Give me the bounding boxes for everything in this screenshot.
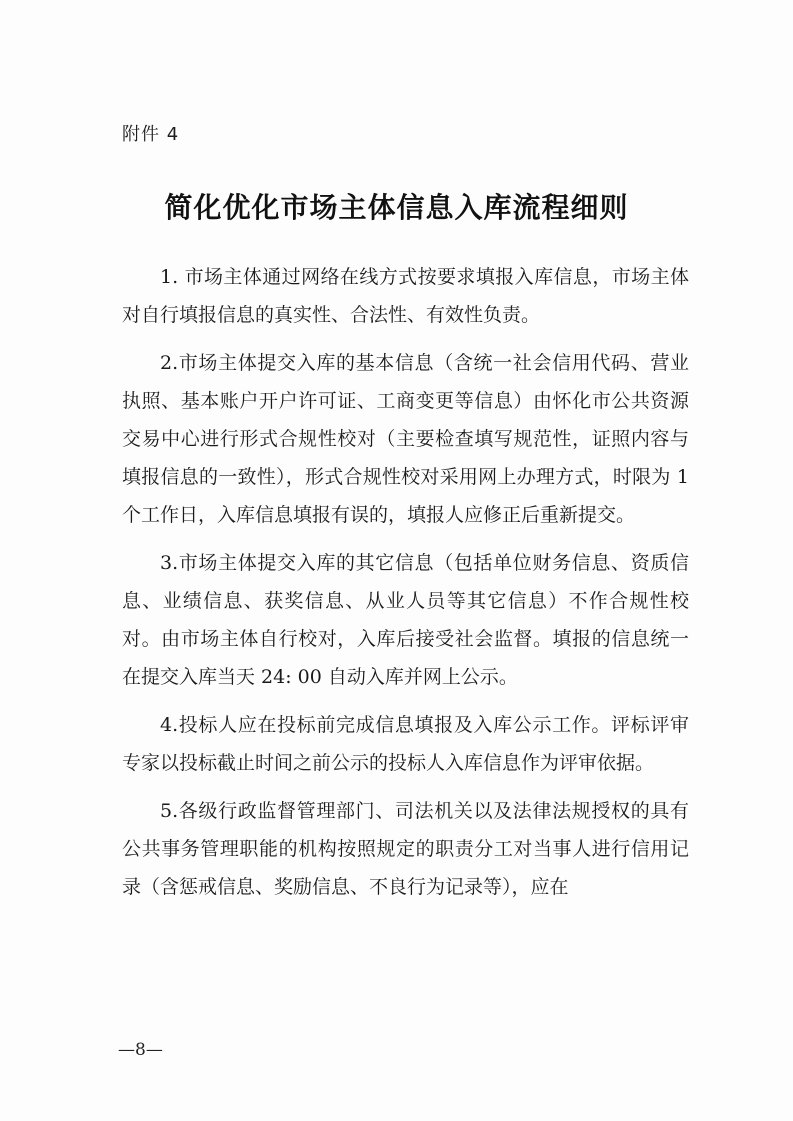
paragraph-5: 5.各级行政监督管理部门、司法机关以及法律法规授权的具有公共事务管理职能的机构按照规定的职责分工对当事人进行信用记录（含惩戒信息、奖励信息、不良行为记录等），应在 <box>122 800 689 898</box>
paragraph-3: 3.市场主体提交入库的其它信息（包括单位财务信息、资质信息、业绩信息、获奖信息、从业人员等其它信息）不作合规性校对。由市场主体自行校对，入库后接受社会监督。填报的信息统一在提交入库当天 24: 00 自动入库并网上公示。 <box>122 552 689 688</box>
page-number: —8— <box>118 1040 163 1060</box>
document-body <box>122 258 689 916</box>
paragraph-1: 1. 市场主体通过网络在线方式按要求填报入库信息，市场主体对自行填报信息的真实性、合法性、有效性负责。 <box>122 266 689 326</box>
attachment-label: 附件 4 <box>122 124 180 145</box>
document-title: 简化优化市场主体信息入库流程细则 <box>164 191 629 224</box>
paragraph-4: 4.投标人应在投标前完成信息填报及入库公示工作。评标评审专家以投标截止时间之前公示的投标人入库信息作为评审依据。 <box>122 714 689 774</box>
paragraph-2: 2.市场主体提交入库的基本信息（含统一社会信用代码、营业执照、基本账户开户许可证、工商变更等信息）由怀化市公共资源交易中心进行形式合规性校对（主要检查填写规范性，证照内容与填报信息的一致性），形式合规性校对采用网上办理方式，时限为 1 个工作日，入库信息填报有误的，填报人应修正后重新提交。 <box>122 352 689 526</box>
